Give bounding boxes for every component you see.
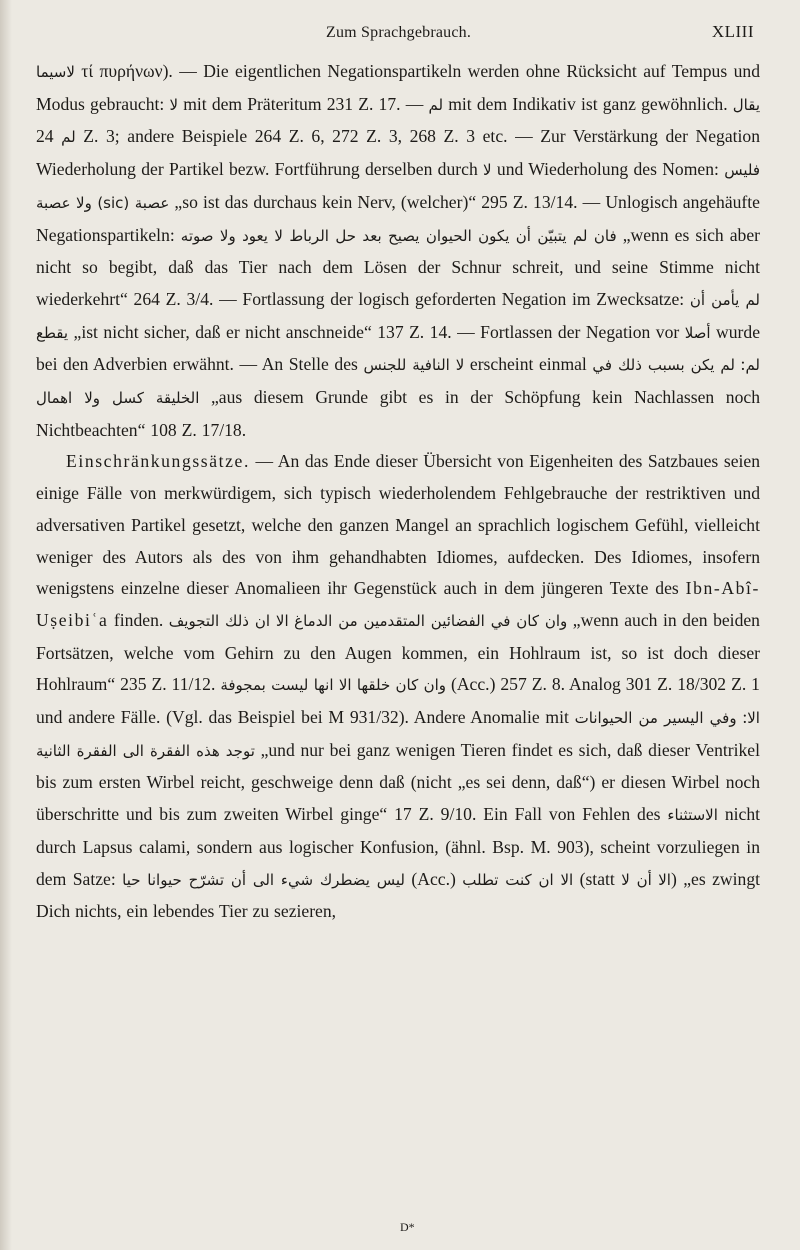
- page-header: [36, 22, 760, 52]
- text-run: finden.: [108, 609, 169, 630]
- spaced-term: Ibn-Abî-Uṣeibiʿa: [36, 578, 760, 630]
- body-text: [36, 56, 760, 928]
- arabic-quote: فليس عصبة (sic) ولا عصبة: [36, 161, 761, 212]
- arabic-quote: وان كان في الفضائين المتقدمين من الدماغ: [294, 611, 568, 630]
- arabic-quote: أصلا: [684, 323, 711, 342]
- text-run: nicht durch Lapsus calami, sondern aus logischer Konfusion, (ähnl. Bsp. M. 903), scheint vorzuliegen in dem Satze:: [36, 804, 761, 889]
- paragraph: [36, 446, 760, 928]
- text-run: mit dem Präteritum 231 Z. 17. —: [178, 93, 429, 114]
- text-run: ) „es zwingt Dich nichts, ein lebendes Tier zu sezieren,: [36, 868, 761, 922]
- text-run: „ist nicht sicher, daß er nicht anschneide“ 137 Z. 14. — Fortlassen der Negation vor: [68, 321, 685, 342]
- arabic-quote: وان كان خلقها الا انها ليست بمجوفة: [220, 676, 447, 695]
- running-head: Zum Sprachgebrauch.: [326, 24, 472, 41]
- arabic-quote: لم: [745, 356, 760, 375]
- paragraph: [36, 56, 760, 446]
- text-run: (statt: [573, 868, 622, 889]
- arabic-quote: ليس يضطرك شيء الى أن تشرّح حيوانا حيا: [122, 870, 405, 889]
- text-run: — An das Ende dieser Übersicht von Eigenheiten des Satzbaues seien einige Fälle von merkwürdigem, sich typisch wiederholendem Fehlgebrauche der restriktiven und adversativen Partikel gesetzt, welche den ganzen Mangel an sprachlich logischem Gefühl, vielleicht weniger des Autors als des von ihm gehandhabten Idiomes, aufdecken. Des Idiomes, insofern wenigstens einzelne dieser Anomalieen ihr Gegenstück auch in dem jüngeren Texte des: [36, 451, 760, 599]
- text-run: 24 Z. 3; andere Beispiele 264 Z. 6, 272 Z. 3, 268 Z. 3 etc. — Zur Verstärkung der Negation Wiederholung der Partikel bezw. Fortführung derselben durch: [36, 126, 760, 180]
- arabic-quote: أن لا: [621, 870, 652, 889]
- arabic-quote: الا ان كنت تطلب: [462, 870, 574, 889]
- arabic-quote: الاستثناء: [667, 806, 718, 825]
- arabic-quote: الا ان ذلك التجويف: [168, 611, 289, 630]
- signature-mark: D*: [400, 1220, 415, 1234]
- arabic-quote: لا: [483, 161, 492, 180]
- text-run: (Acc.): [404, 868, 463, 889]
- text-run: τί πυρήνων). — Die eigentlichen Negationspartikeln werden ohne Rücksicht auf Tempus und Modus gebraucht:: [36, 61, 760, 114]
- text-run: „so ist das durchaus kein Nerv, (welcher)“ 295 Z. 13/14. — Unlogisch angehäufte Negationspartikeln:: [36, 191, 760, 245]
- arabic-quote: الا: [658, 870, 671, 889]
- text-run: „aus diesem Grunde gibt es in der Schöpfung kein Nachlassen noch Nichtbeachten“ 108 Z. 17/18.: [36, 387, 760, 440]
- text-run: „wenn auch in den beiden Fortsätzen, welche vom Gehirn zu den Augen kommen, ein Hohlraum ist, so ist doch dieser Hohlraum“ 235 Z. 11/12.: [36, 609, 760, 695]
- binding-gutter: [0, 0, 12, 1250]
- text-run: mit dem Indikativ ist ganz gewöhnlich.: [443, 93, 733, 114]
- arabic-quote: لا النافية للجنس: [363, 356, 465, 375]
- arabic-quote: لم يكن بسبب ذلك في الخليقة كسل ولا اهمال: [36, 356, 735, 408]
- arabic-quote: يقال لم: [61, 95, 761, 147]
- text-run: und Wiederholung des Nomen:: [491, 159, 725, 180]
- page-number: XLIII: [711, 22, 754, 41]
- arabic-quote: الا: [747, 709, 760, 728]
- text-run: wurde bei den Adverbien erwähnt. — An Stelle des: [36, 321, 760, 375]
- arabic-quote: لم يأمن أن يقطع: [36, 290, 760, 342]
- text-run: (Acc.) 257 Z. 8. Analog 301 Z. 18/302 Z. 1 und andere Fälle. (Vgl. das Beispiel bei M 931/32). Andere Anomalie mit: [36, 674, 760, 728]
- arabic-quote: فان لم يتبيّن أن يكون الحيوان يصيح بعد حل الرباط لا يعود ولا صوته: [180, 226, 617, 245]
- arabic-quote: لم: [428, 95, 444, 114]
- arabic-quote: لاسيما: [36, 63, 75, 81]
- arabic-quote: وفي اليسير من الحيوانات توجد هذه الفقرة الى الفقرة الثانية: [36, 709, 737, 760]
- arabic-quote: لا: [169, 95, 179, 114]
- text-run: erscheint einmal: [464, 354, 593, 375]
- text-run: „wenn es sich aber nicht so begibt, daß das Tier nach dem Lösen der Schnur schreit, und seine Stimme nicht wiederkehrt“ 264 Z. 3/4. — Fortlassung der logisch geforderten Negation im Zwecksatze:: [36, 224, 761, 309]
- spaced-term: Einschränkungssätze.: [66, 451, 250, 472]
- text-run: „und nur bei ganz wenigen Tieren findet es sich, daß dieser Ventrikel bis zum ersten Wirbel reicht, geschweige denn daß (nicht „es sei denn, daß“) er diesen Wirbel noch überschritte und bis zum zweiten Wirbel ginge“ 17 Z. 9/10. Ein Fall von Fehlen des: [36, 739, 761, 825]
- text-run: :: [734, 354, 746, 375]
- text-run: :: [736, 707, 748, 728]
